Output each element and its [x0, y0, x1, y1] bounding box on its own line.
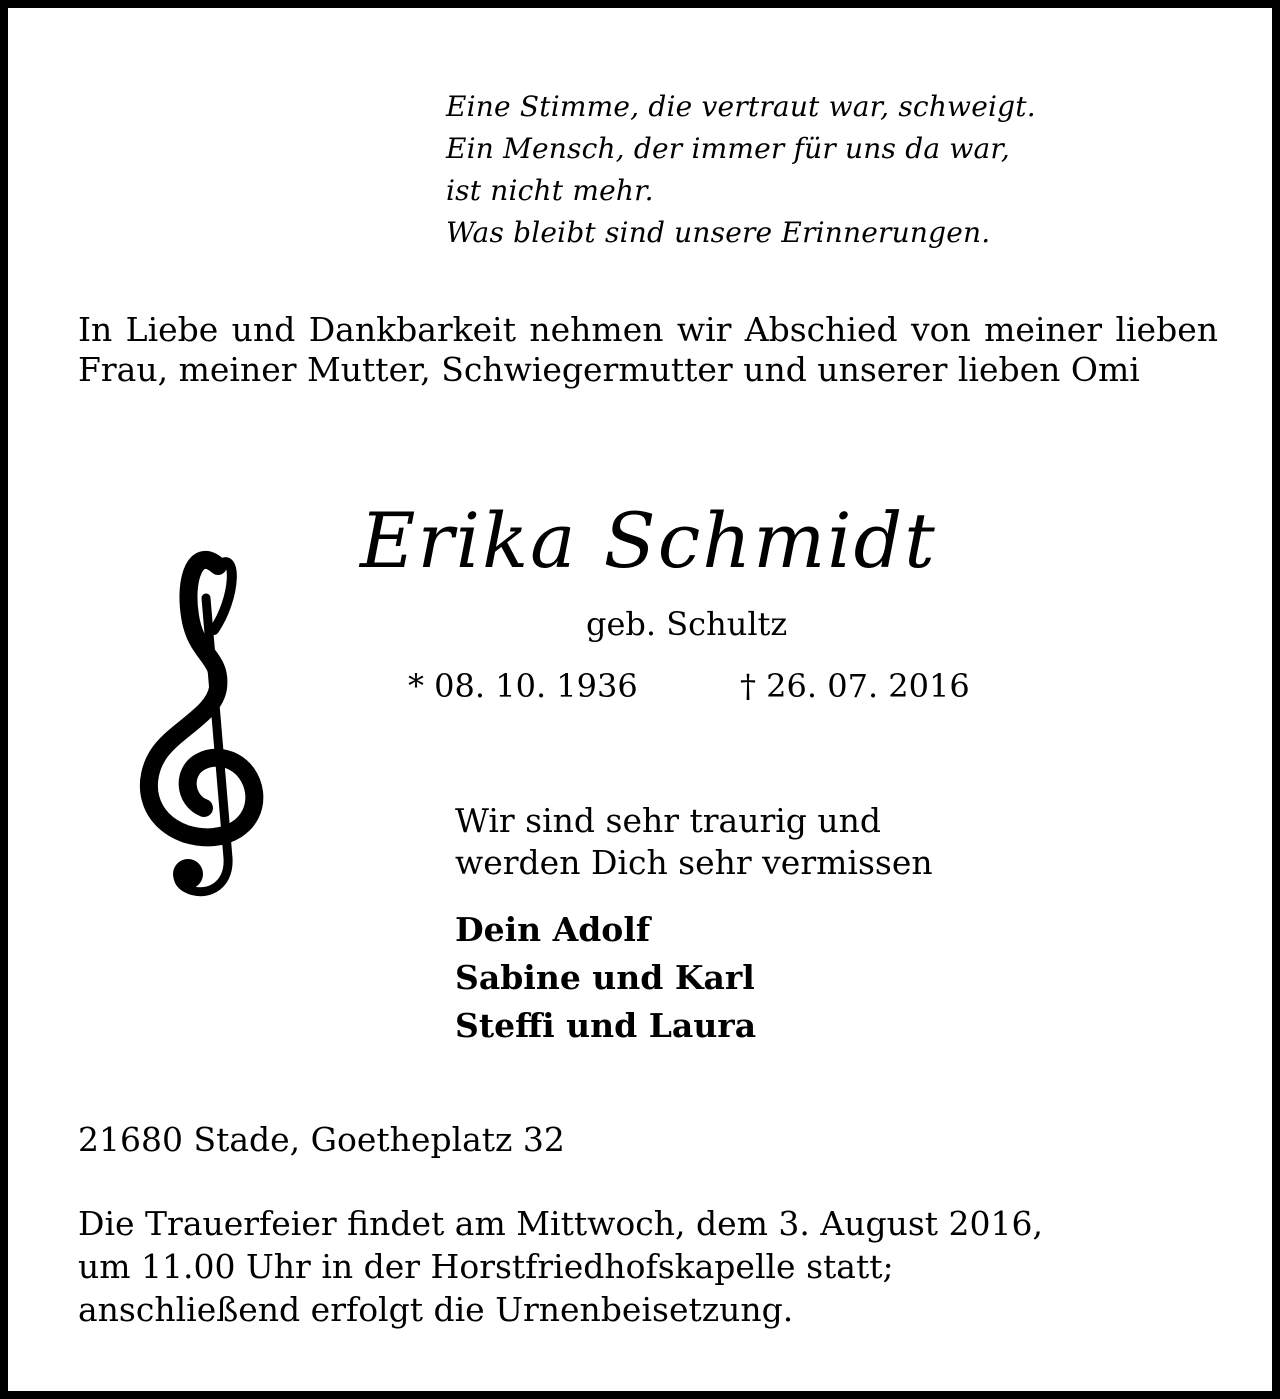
signer: Dein Adolf — [455, 910, 651, 949]
service-line: um 11.00 Uhr in der Horstfriedhofskapelle statt; — [78, 1247, 894, 1286]
service-info — [78, 1202, 1043, 1331]
poem-line: Eine Stimme, die vertraut war, schweigt. — [446, 90, 1036, 123]
signer: Steffi und Laura — [455, 1006, 757, 1045]
poem-line: ist nicht mehr. — [446, 174, 654, 207]
poem-line: Ein Mensch, der immer für uns da war, — [446, 132, 1010, 165]
signer: Sabine und Karl — [455, 958, 755, 997]
mourning-text — [455, 800, 933, 884]
poem-line: Was bleibt sind unsere Erinnerungen. — [446, 216, 991, 249]
poem — [446, 86, 1036, 254]
intro-text: In Liebe und Dankbarkeit nehmen wir Abschied von meiner lieben Frau, meiner Mutter, Schwiegermutter und unserer lieben Omi — [78, 310, 1218, 389]
service-line: Die Trauerfeier findet am Mittwoch, dem 3. August 2016, — [78, 1204, 1043, 1243]
treble-clef-icon — [126, 538, 271, 908]
birth-date: * 08. 10. 1936 — [408, 667, 638, 705]
deceased-name: Erika Schmidt — [360, 496, 937, 585]
signers — [455, 906, 756, 1050]
address: 21680 Stade, Goetheplatz 32 — [78, 1120, 565, 1159]
mourning-line: Wir sind sehr traurig und — [455, 801, 882, 840]
death-date: † 26. 07. 2016 — [740, 667, 970, 705]
birth-name: geb. Schultz — [586, 605, 788, 643]
deceased-name-container — [360, 496, 937, 586]
mourning-line: werden Dich sehr vermissen — [455, 843, 933, 882]
service-line: anschließend erfolgt die Urnenbeisetzung. — [78, 1290, 794, 1329]
